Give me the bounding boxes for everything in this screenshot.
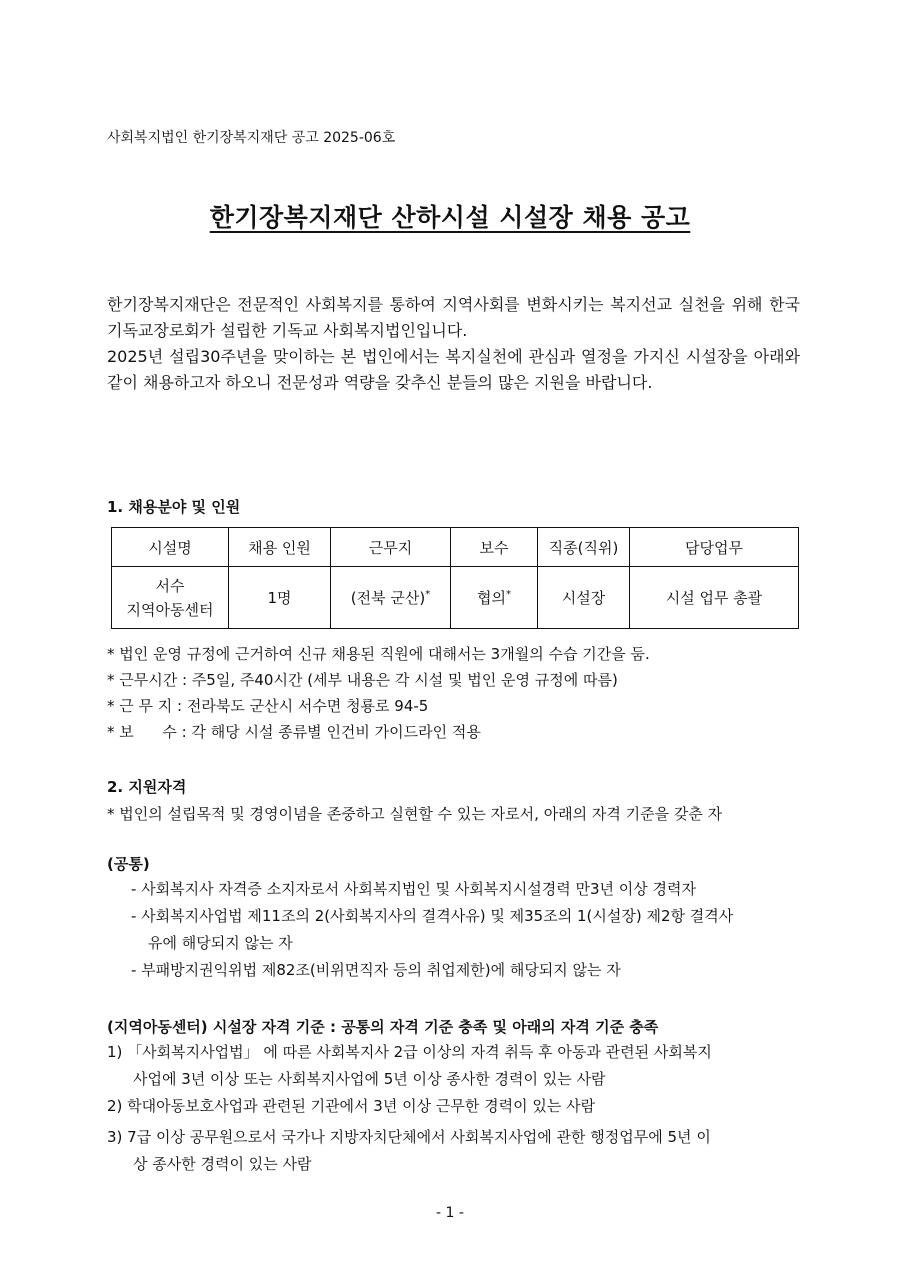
pay-asterisk: * <box>505 588 511 600</box>
qualification-note: * 법인의 설립목적 및 경영이념을 존중하고 실현할 수 있는 자로서, 아래의 자격 기준을 갖춘 자 <box>107 805 723 823</box>
header-duty: 담당업무 <box>630 528 799 567</box>
location-text: (전북 군산) <box>350 588 426 607</box>
center-item-3-line-1: 3) 7급 이상 공무원으로서 국가나 지방자치단체에서 사회복지사업에 관한 행정업무에 5년 이 <box>107 1128 711 1146</box>
common-item-2 <box>131 903 801 957</box>
center-item-1 <box>107 1039 800 1093</box>
common-item-3 <box>131 957 801 984</box>
common-label: (공통) <box>107 855 150 873</box>
cell-facility <box>112 567 229 629</box>
table-header-row <box>112 528 799 567</box>
facility-line-1: 서수 <box>155 576 185 595</box>
common-item-1-text: - 사회복지사 자격증 소지자로서 사회복지법인 및 사회복지시설경력 만3년 이상 경력자 <box>131 880 697 898</box>
document-title: 한기장복지재단 산하시설 시설장 채용 공고 <box>209 203 691 232</box>
header-location: 근무지 <box>331 528 451 567</box>
header-pay: 보수 <box>451 528 538 567</box>
intro-paragraphs <box>107 292 800 396</box>
page-number: - 1 - <box>436 1205 464 1221</box>
common-item-3-text: - 부패방지권익위법 제82조(비위면직자 등의 취업제한)에 해당되지 않는 자 <box>131 961 621 979</box>
notice-number: 사회복지법인 한기장복지재단 공고 2025-06호 <box>107 130 396 146</box>
cell-location <box>331 567 451 629</box>
center-item-3 <box>107 1124 800 1178</box>
facility-line-2: 지역아동센터 <box>126 600 214 619</box>
section-1-heading: 1. 채용분야 및 인원 <box>107 498 241 516</box>
common-item-1 <box>131 876 801 903</box>
center-item-1-line-2: 사업에 3년 이상 또는 사회복지사업에 5년 이상 종사한 경력이 있는 사람 <box>133 1070 606 1088</box>
cell-duty: 시설 업무 총괄 <box>630 567 799 629</box>
common-item-2-line-1: - 사회복지사업법 제11조의 2(사회복지사의 결격사유) 및 제35조의 1(시설장) 제2항 결격사 <box>131 907 734 925</box>
cell-pay <box>451 567 538 629</box>
note-pay: * 보 수 : 각 해당 시설 종류별 인건비 가이드라인 적용 <box>107 723 481 741</box>
center-item-2 <box>107 1093 800 1120</box>
table-row <box>112 567 799 629</box>
recruitment-table <box>111 527 799 629</box>
note-probation: * 법인 운영 규정에 근거하여 신규 채용된 직원에 대해서는 3개월의 수습 기간을 둠. <box>107 645 650 663</box>
intro-paragraph-1: 한기장복지재단은 전문적인 사회복지를 통하여 지역사회를 변화시키는 복지선교 실천을 위해 한국기독교장로회가 설립한 기독교 사회복지법인입니다. <box>107 295 800 340</box>
note-work-hours: * 근무시간 : 주5일, 주40시간 (세부 내용은 각 시설 및 법인 운영 규정에 따름) <box>107 671 618 689</box>
center-item-2-text: 2) 학대아동보호사업과 관련된 기관에서 3년 이상 근무한 경력이 있는 사람 <box>107 1097 596 1115</box>
cell-count: 1명 <box>229 567 331 629</box>
center-item-3-line-2: 상 종사한 경력이 있는 사람 <box>133 1155 312 1173</box>
location-asterisk: * <box>425 588 431 600</box>
cell-position: 시설장 <box>538 567 630 629</box>
common-item-2-line-2: 유에 해당되지 않는 자 <box>148 934 293 952</box>
center-item-1-line-1: 1) 「사회복지사업법」 에 따른 사회복지사 2급 이상의 자격 취득 후 아동과 관련된 사회복지 <box>107 1043 712 1061</box>
intro-paragraph-2: 2025년 설립30주년을 맞이하는 본 법인에서는 복지실천에 관심과 열정을 가지신 시설장을 아래와 같이 채용하고자 하오니 전문성과 역량을 갖추신 분들의 많은 지원을 바랍니다. <box>107 347 800 392</box>
center-qualification-heading: (지역아동센터) 시설장 자격 기준 : 공통의 자격 기준 충족 및 아래의 자격 기준 충족 <box>107 1018 659 1036</box>
header-count: 채용 인원 <box>229 528 331 567</box>
header-position: 직종(직위) <box>538 528 630 567</box>
pay-text: 협의 <box>477 588 506 607</box>
note-work-address: * 근 무 지 : 전라북도 군산시 서수면 청룡로 94-5 <box>107 697 429 715</box>
header-facility: 시설명 <box>112 528 229 567</box>
section-2-heading: 2. 지원자격 <box>107 778 187 796</box>
